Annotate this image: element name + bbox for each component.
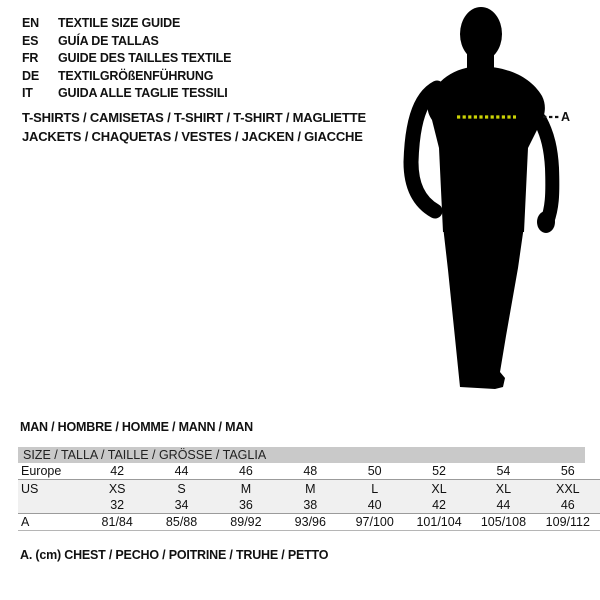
table-cell: 42 (110, 464, 125, 478)
row-label: A (21, 515, 30, 529)
table-cell: M (240, 481, 252, 496)
section-title-man: MAN / HOMBRE / HOMME / MANN / MAN (20, 420, 253, 434)
man-silhouette-figure (398, 0, 580, 400)
language-row (22, 33, 231, 51)
table-cell: 101/104 (416, 515, 462, 529)
right-hand-shape (537, 211, 555, 233)
table-cell: 46 (238, 464, 253, 478)
table-cell: 44 (496, 498, 511, 512)
table-cell: 36 (238, 498, 253, 512)
table-cell: 52 (432, 464, 447, 478)
table-cell: 97/100 (355, 515, 394, 529)
language-row (22, 15, 231, 33)
table-cell: 44 (174, 464, 189, 478)
category-line-jackets: JACKETS / CHAQUETAS / VESTES / JACKEN / GIACCHE (22, 128, 363, 144)
table-cell: XL (431, 481, 447, 496)
language-code: EN (22, 16, 39, 30)
language-row (22, 50, 231, 68)
torso-shape (428, 66, 545, 232)
language-label: GUIDA ALLE TAGLIE TESSILI (58, 86, 228, 100)
table-cell: 85/88 (165, 515, 198, 529)
table-cell: M (305, 481, 316, 496)
table-cell: 46 (560, 498, 575, 512)
table-cell: 32 (110, 498, 125, 512)
legs-shape (443, 226, 524, 389)
table-cell: 50 (367, 464, 382, 478)
table-cell: XL (495, 481, 512, 496)
language-label: TEXTILE SIZE GUIDE (58, 16, 181, 30)
table-cell: XS (108, 481, 126, 496)
man-silhouette-graphic (398, 0, 580, 400)
table-row-europe (18, 463, 600, 480)
language-list (22, 15, 231, 103)
table-cell: 89/92 (230, 515, 262, 529)
table-cell: L (371, 481, 379, 496)
table-cell: 34 (174, 498, 189, 512)
table-row-alt-sizes (18, 497, 600, 514)
row-label: US (21, 481, 39, 496)
table-cell: 109/112 (545, 515, 590, 529)
language-row (22, 68, 231, 86)
language-code: FR (22, 51, 39, 65)
row-label: Europe (21, 464, 62, 478)
table-cell: XXL (555, 481, 580, 496)
language-code: ES (22, 33, 39, 48)
language-code: IT (22, 86, 33, 100)
size-table-header: SIZE / TALLA / TAILLE / GRÖSSE / TAGLIA (18, 447, 585, 463)
language-label: GUIDE DES TAILLES TEXTILE (58, 51, 232, 65)
table-cell: 93/96 (294, 515, 326, 529)
table-cell: 38 (303, 498, 318, 512)
right-arm-shape (540, 120, 552, 222)
table-cell: 54 (496, 464, 511, 478)
table-cell: S (177, 481, 186, 496)
category-line-tshirts: T-SHIRTS / CAMISETAS / T-SHIRT / T-SHIRT / MAGLIETTE (22, 110, 366, 125)
table-cell: 81/84 (101, 515, 133, 529)
language-code: DE (22, 68, 39, 83)
language-label: TEXTILGRÖßENFÜHRUNG (58, 68, 214, 83)
table-cell: 42 (432, 498, 447, 512)
category-list (22, 109, 366, 146)
table-cell: 48 (303, 464, 318, 478)
language-label: GUÍA DE TALLAS (58, 33, 159, 48)
size-table (18, 447, 600, 531)
measurement-footnote: A. (cm) CHEST / PECHO / POITRINE / TRUHE / PETTO (20, 548, 329, 562)
measure-label-a: A (561, 110, 571, 124)
language-row (22, 85, 231, 103)
table-cell: 40 (367, 498, 382, 512)
table-row-us (18, 480, 600, 497)
table-row-chest-a (18, 514, 600, 531)
table-cell: 56 (560, 464, 575, 478)
table-cell: 105/108 (480, 515, 527, 529)
